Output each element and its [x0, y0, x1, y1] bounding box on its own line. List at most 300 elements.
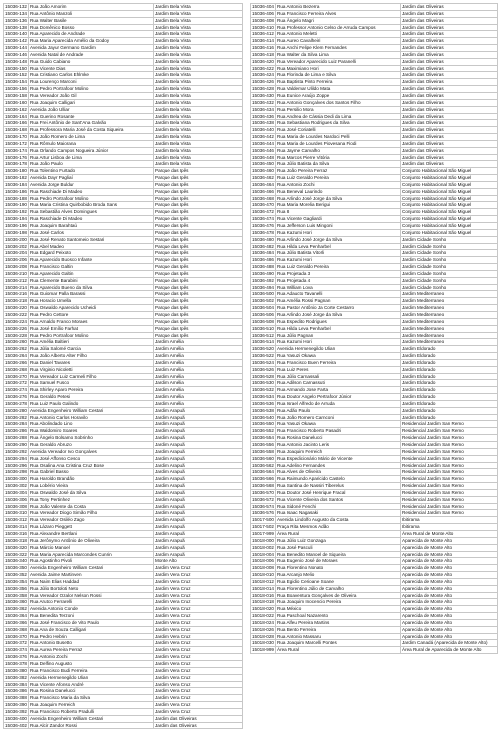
postal-code-cell: 15036-268: [5, 366, 27, 372]
postal-code-cell: 15036-224: [5, 318, 27, 324]
table-row: [251, 578, 498, 585]
postal-code-cell: 15036-158: [5, 92, 27, 98]
postal-code-cell: 15036-462: [252, 175, 274, 181]
table-row: [251, 257, 498, 264]
district-cell: Jardim Mediterraneo: [401, 291, 498, 298]
postal-code-cell: 15036-162: [5, 106, 27, 112]
table-row: [4, 65, 243, 72]
street-name-cell: Rua Júlio Batista Vitorli: [276, 250, 401, 257]
table-row: [4, 168, 243, 175]
postal-code-cell: 15036-560: [252, 455, 274, 461]
district-cell: Conjunto Habitacional São Miguel: [401, 188, 498, 195]
table-row: [251, 483, 498, 490]
postal-code-cell: 15036-448: [252, 154, 274, 160]
district-cell: Jardim Mediterraneo: [401, 298, 498, 305]
table-row: [4, 414, 243, 421]
postal-code-cell: 15036-174: [5, 147, 27, 153]
table-row: [4, 161, 243, 168]
street-name-cell: Rua Professora Maria José da Costa Siqueira: [29, 127, 154, 134]
postal-code-cell: 15036-562: [252, 462, 274, 468]
district-cell: Área Rural de Aparecida de Monte Alto: [401, 647, 498, 654]
district-cell: Jardim Vera Cruz: [154, 674, 243, 681]
district-cell: Jardim Arapuã: [154, 448, 243, 455]
street-name-cell: Rua Sidoné Fenchi: [276, 503, 401, 510]
postal-code-cell: 15036-474: [252, 216, 274, 222]
table-row: [4, 17, 243, 24]
postal-code-cell: 15036-264: [5, 353, 27, 359]
table-row: [251, 154, 498, 161]
table-row: [4, 496, 243, 503]
district-cell: Jardim das Oliveiras: [401, 140, 498, 147]
street-name-cell: Rua José Carlos: [29, 229, 154, 236]
district-cell: Aparecida de Monte Alto: [401, 572, 498, 579]
postal-code-cell: 15036-464: [252, 181, 274, 187]
street-name-cell: Rua Adilson Carnassuti: [276, 380, 401, 387]
street-name-cell: Rua Francisco Galtin: [29, 264, 154, 271]
district-cell: Jardim Bela Vista: [154, 24, 243, 31]
postal-code-cell: 15036-570: [252, 489, 274, 495]
street-name-cell: Rua Yasuzi Okawa: [276, 421, 401, 428]
postal-code-cell: 15036-176: [5, 154, 27, 160]
table-row: [251, 647, 498, 654]
table-row: [4, 359, 243, 366]
street-name-cell: Avenida Antonio Conde: [29, 606, 154, 613]
table-row: [4, 175, 243, 182]
postal-code-cell: 15018-026: [252, 626, 274, 632]
table-row: [4, 421, 243, 428]
street-name-cell: Rua Joaquim Inocencio Pereira: [276, 599, 401, 606]
district-cell: Jardim Bela Vista: [154, 45, 243, 52]
postal-code-cell: 15036-576: [252, 510, 274, 516]
table-row: [251, 421, 498, 428]
table-row: [4, 667, 243, 674]
street-name-cell: Avenida Engenheiro William Cestari: [29, 565, 154, 572]
postal-code-cell: 15018-002: [252, 544, 274, 550]
district-cell: Aparecida de Monte Alto: [401, 619, 498, 626]
district-cell: Jardim Amélia: [154, 394, 243, 401]
postal-code-cell: 15036-198: [5, 229, 27, 235]
street-name-cell: Rua João Alberto Alter Filho: [29, 353, 154, 360]
left-table-body: [4, 4, 243, 729]
street-name-cell: Rua Professor Antonio Celso de Arruda Campos: [276, 24, 401, 31]
district-cell: Jardim Eldorado: [401, 407, 498, 414]
street-name-cell: Rua Júlio Luiz Gonzaga: [276, 537, 401, 544]
table-row: [4, 223, 243, 230]
table-row: [4, 442, 243, 449]
table-row: [251, 236, 498, 243]
postal-code-cell: 15036-146: [5, 51, 27, 57]
table-row: [4, 407, 243, 414]
table-row: [251, 250, 498, 257]
street-name-cell: Rua Osalina Ana Cristina Cruz Bose: [29, 462, 154, 469]
postal-code-cell: 15036-134: [5, 10, 27, 16]
district-cell: Jardim Cidade Sonho: [401, 257, 498, 264]
table-row: [251, 469, 498, 476]
postal-code-cell: 15036-196: [5, 223, 27, 228]
street-name-cell: Rua Valdemar Ulildo Mata: [276, 86, 401, 93]
street-name-cell: Rua México: [276, 606, 401, 613]
district-cell: Jardim Vera Cruz: [154, 695, 243, 702]
postal-code-cell: 15036-522: [252, 353, 274, 359]
postal-code-cell: 15036-320: [5, 544, 27, 550]
postal-code-cell: 15036-310: [5, 510, 27, 516]
postal-code-cell: 15036-170: [5, 134, 27, 140]
street-name-cell: Rua Projetada 4: [276, 277, 401, 284]
table-row: [251, 79, 498, 86]
right-table-body: [251, 4, 498, 654]
street-name-cell: Rua Maria de Lourdes Piovesana Fiodi: [276, 140, 401, 147]
postal-code-cell: 15036-154: [5, 79, 27, 85]
table-row: [4, 565, 243, 572]
table-row: [4, 599, 243, 606]
district-cell: Aparecida de Monte Alto: [401, 544, 498, 551]
table-row: [251, 209, 498, 216]
street-name-cell: Rua Joaquim Marcelli Pontes: [276, 640, 401, 647]
postal-code-cell: 15036-132: [5, 4, 27, 9]
street-name-cell: Rua Joaquim Calligari: [29, 99, 154, 106]
postal-code-cell: 15036-508: [252, 318, 274, 324]
street-name-cell: Rua Domênico Bosso: [29, 24, 154, 31]
street-name-cell: Rua José Coriatelli: [276, 127, 401, 134]
district-cell: Jardim Arapuã: [154, 435, 243, 442]
street-name-cell: Avenida Lindolfo Augusto da Costa: [276, 517, 401, 524]
postal-code-cell: 15036-384: [5, 681, 27, 687]
postal-code-cell: 15036-424: [252, 72, 274, 78]
district-cell: Jardim Bela Vista: [154, 10, 243, 17]
table-row: [251, 270, 498, 277]
district-cell: Jardim Arapuã: [154, 462, 243, 469]
district-cell: Aparecida de Monte Alto: [401, 606, 498, 613]
street-name-cell: Rua Eugenio José de Moraes: [276, 558, 401, 565]
street-name-cell: Rua Benedita Terzoni: [29, 613, 154, 620]
district-cell: Jardim das Oliveiras: [401, 120, 498, 127]
district-cell: Jardim Cidade Sonho: [401, 284, 498, 291]
table-row: [4, 209, 243, 216]
postal-code-cell: 15036-366: [5, 619, 27, 625]
table-row: [251, 147, 498, 154]
postal-code-cell: 15036-142: [5, 38, 27, 44]
postal-code-cell: 15018-018: [252, 599, 274, 605]
table-row: [251, 428, 498, 435]
postal-code-cell: 15036-306: [5, 496, 27, 502]
district-cell: Jardim das Oliveiras: [401, 134, 498, 141]
street-name-cell: Avenida Jorge Buldur: [29, 181, 154, 188]
postal-code-cell: 15036-446: [252, 147, 274, 153]
postal-code-cell: 15036-180: [5, 168, 27, 174]
postal-code-cell: 15036-228: [5, 332, 27, 338]
street-name-cell: Rua Maximiano Hori: [276, 65, 401, 72]
postal-code-cell: 15036-512: [252, 332, 274, 338]
street-name-cell: Rua Maria Aparecida Amélio da Godoy: [29, 38, 154, 45]
postal-code-cell: 15036-392: [5, 708, 27, 714]
postal-code-cell: 15036-538: [252, 407, 274, 413]
table-row: [4, 188, 243, 195]
table-row: [4, 134, 243, 141]
district-cell: Jardim Bela Vista: [154, 154, 243, 161]
street-name-cell: Rua Pastor Antônio Ja Corte Cestarro: [276, 305, 401, 312]
district-cell: Jardim Bela Vista: [154, 99, 243, 106]
district-cell: Jardim Arapuã: [154, 503, 243, 510]
postal-code-cell: 15036-282: [5, 414, 27, 420]
postal-code-cell: 15036-178: [5, 161, 27, 167]
table-row: [4, 544, 243, 551]
street-name-cell: Rua Aparecido Galtin: [29, 270, 154, 277]
street-name-cell: Rua Horacio Umella: [29, 298, 154, 305]
table-row: [4, 4, 243, 11]
district-cell: Parque das Ipês: [154, 250, 243, 257]
table-row: [251, 120, 498, 127]
postal-code-cell: 15036-376: [5, 654, 27, 660]
street-name-cell: Rua Geraldo Petesi: [29, 394, 154, 401]
district-cell: Aparecida de Monte Alto: [401, 565, 498, 572]
postal-code-cell: 15036-494: [252, 284, 274, 290]
table-row: [4, 489, 243, 496]
street-name-cell: Rua Florentino Nonato: [276, 565, 401, 572]
postal-code-cell: 15036-294: [5, 455, 27, 461]
district-cell: Jardim Bela Vista: [154, 79, 243, 86]
district-cell: Jardim Arapuã: [154, 517, 243, 524]
street-name-cell: Rua Abolindado Lino: [29, 421, 154, 428]
street-name-cell: Rua Cristiano Carlos Ehlmke: [29, 72, 154, 79]
table-row: [4, 558, 243, 565]
table-row: [4, 140, 243, 147]
table-row: [251, 332, 498, 339]
table-row: [4, 483, 243, 490]
table-row: [251, 86, 498, 93]
table-row: [4, 715, 243, 722]
street-name-cell: Rua Aparecido Bueno da Silva: [29, 284, 154, 291]
street-name-cell: Rua Santina de Nassiri Tiberelus: [276, 483, 401, 490]
table-row: [4, 250, 243, 257]
street-name-cell: Rua Benedito Manoel de Siqueira: [276, 551, 401, 558]
postal-code-cell: 15036-530: [252, 380, 274, 386]
street-name-cell: Rua João Valente da Costa: [29, 503, 154, 510]
postal-code-cell: 15036-386: [5, 688, 27, 694]
district-cell: Jardim das Oliveiras: [401, 58, 498, 65]
district-cell: Jardim Canadá (Aparecida de Monte Alto): [401, 640, 498, 647]
district-cell: Ibitirama: [401, 524, 498, 531]
postal-code-cell: 15036-270: [5, 373, 27, 379]
district-cell: Jardim das Oliveiras: [401, 72, 498, 79]
street-name-cell: Rua Persilio Mora: [276, 106, 401, 113]
postal-code-cell: 15036-274: [5, 387, 27, 393]
street-name-cell: Rua Isaac Nagasaki: [276, 510, 401, 517]
street-name-cell: Rua Florinda de Lima e Silva: [276, 72, 401, 79]
table-row: [251, 633, 498, 640]
street-name-cell: Rua Júlia Salomé Garcia: [29, 346, 154, 353]
table-row: [4, 428, 243, 435]
table-row: [251, 175, 498, 182]
street-name-cell: Rua Antonio Jacinto Leris: [276, 442, 401, 449]
street-name-cell: Rua Luiz Geraldo Pereira: [276, 264, 401, 271]
table-row: [251, 551, 498, 558]
district-cell: Parque das Ipês: [154, 229, 243, 236]
street-name-cell: Rua Maria de Lourdes Nardoci Pelli: [276, 134, 401, 141]
table-row: [251, 51, 498, 58]
table-row: [4, 619, 243, 626]
postal-code-cell: 15036-500: [252, 291, 274, 297]
postal-code-cell: 15036-218: [5, 298, 27, 304]
district-cell: Jardim Vera Cruz: [154, 572, 243, 579]
postal-code-cell: 15036-414: [252, 38, 274, 44]
district-cell: Jardim das Oliveiras: [401, 4, 498, 11]
table-row: [251, 4, 498, 11]
district-cell: Parque das Ipês: [154, 216, 243, 223]
table-row: [251, 58, 498, 65]
table-row: [4, 606, 243, 613]
table-row: [4, 640, 243, 647]
postal-code-cell: 15036-284: [5, 421, 27, 427]
table-row: [4, 695, 243, 702]
district-cell: Jardim Vera Cruz: [154, 681, 243, 688]
postal-code-cell: 15036-308: [5, 503, 27, 509]
street-name-cell: Rua Walter da Silva Lima: [276, 51, 401, 58]
table-row: [4, 708, 243, 715]
table-row: [4, 127, 243, 134]
postal-code-cell: 15036-172: [5, 140, 27, 146]
street-name-cell: Rua Bento Ferreira: [276, 626, 401, 633]
postal-code-cell: 15036-434: [252, 106, 274, 112]
district-cell: Parque das Ipês: [154, 181, 243, 188]
street-name-cell: Rua Jayme Carvalho: [276, 147, 401, 154]
postal-code-cell: 15036-192: [5, 209, 27, 215]
district-cell: Residencial Jardim San Remo: [401, 496, 498, 503]
postal-code-cell: 15036-440: [252, 127, 274, 133]
district-cell: Jardim Arapuã: [154, 483, 243, 490]
district-cell: Jardim Bela Vista: [154, 86, 243, 93]
district-cell: Jardim Vera Cruz: [154, 647, 243, 654]
street-name-cell: Rua Ângelo Magri: [276, 17, 401, 24]
table-row: [4, 476, 243, 483]
district-cell: Jardim Mediterraneo: [401, 305, 498, 312]
street-name-cell: Rua Aparecido Buosco Infante: [29, 257, 154, 264]
street-name-cell: Rua Tolentino Furtado: [29, 168, 154, 175]
district-cell: Jardim Amélia: [154, 400, 243, 407]
table-row: [251, 325, 498, 332]
district-cell: Jardim Vera Cruz: [154, 565, 243, 572]
table-row: [251, 99, 498, 106]
postal-code-cell: 15018-016: [252, 592, 274, 598]
district-cell: Parque das Ipês: [154, 168, 243, 175]
postal-code-cell: 15036-564: [252, 469, 274, 475]
postal-code-cell: 15036-566: [252, 476, 274, 482]
district-cell: Jardim Bela Vista: [154, 17, 243, 24]
postal-code-cell: 15036-534: [252, 394, 274, 400]
district-cell: Residencial Jardim San Remo: [401, 442, 498, 449]
postal-code-cell: 15036-370: [5, 633, 27, 639]
postal-code-cell: 15036-354: [5, 578, 27, 584]
district-cell: Jardim Cidade Sonho: [401, 236, 498, 243]
district-cell: Jardim das Oliveiras: [401, 51, 498, 58]
street-name-cell: Rua Naim Elias Haddad: [29, 578, 154, 585]
district-cell: Jardim Amélia: [154, 359, 243, 366]
street-name-cell: Avenida Engenheiro William Cestari: [29, 715, 154, 722]
district-cell: Residencial Jardim San Remo: [401, 503, 498, 510]
table-row: [4, 284, 243, 291]
postal-code-cell: 15036-380: [5, 667, 27, 673]
table-row: [251, 503, 498, 510]
postal-code-cell: 15036-358: [5, 592, 27, 598]
table-row: [4, 661, 243, 668]
street-name-cell: Avenida Dayr Pagliaí: [29, 175, 154, 182]
table-row: [4, 373, 243, 380]
street-name-cell: Avenida Jaime Martinven: [29, 572, 154, 579]
postal-code-cell: 15017-502: [252, 524, 274, 530]
postal-code-cell: 15036-266: [5, 359, 27, 365]
postal-code-cell: 15036-400: [5, 715, 27, 721]
table-row: [251, 524, 498, 531]
postal-code-cell: 15036-312: [5, 517, 27, 523]
street-name-cell: Rua Arcanjo Melio: [276, 572, 401, 579]
postal-code-cell: 15036-426: [252, 79, 274, 85]
table-row: [251, 455, 498, 462]
postal-code-cell: 15036-286: [5, 428, 27, 434]
postal-code-cell: 15036-502: [252, 298, 274, 304]
table-row: [251, 414, 498, 421]
postal-code-cell: 15036-378: [5, 661, 27, 666]
district-cell: Parque das Ipês: [154, 209, 243, 216]
table-row: [4, 572, 243, 579]
street-name-cell: Área Rural: [276, 647, 401, 654]
table-row: [251, 353, 498, 360]
street-name-cell: Rua Raschiade Di Madeo: [29, 216, 154, 223]
district-cell: Jardim Amélia: [154, 380, 243, 387]
street-name-cell: Rua Maria Cristina Quirbobido Broda Sans: [29, 202, 154, 209]
district-cell: Parque das Ipês: [154, 223, 243, 230]
street-name-cell: Rua Rosina Danelucci: [29, 688, 154, 695]
district-cell: Residencial Jardim San Remo: [401, 421, 498, 428]
district-cell: Jardim Arapuã: [154, 469, 243, 476]
table-row: [4, 674, 243, 681]
district-cell: Aparecida de Monte Alto: [401, 537, 498, 544]
street-name-cell: Rua José Renato Santomeio Sestari: [29, 236, 154, 243]
street-name-cell: Rua Francisco Maria da Silva: [29, 695, 154, 702]
postal-code-cell: 15036-322: [5, 551, 27, 557]
table-row: [251, 318, 498, 325]
district-cell: Jardim Vera Cruz: [154, 640, 243, 647]
table-row: [4, 626, 243, 633]
street-name-cell: Rua Marcos Pierre Vitória: [276, 154, 401, 161]
table-row: [251, 339, 498, 346]
district-cell: Jardim das Oliveiras: [401, 65, 498, 72]
street-name-cell: Rua Artur Lisboa de Lima: [29, 154, 154, 161]
district-cell: Jardim Vera Cruz: [154, 592, 243, 599]
street-name-cell: Avenida Natal de Andrade: [29, 51, 154, 58]
postal-code-cell: 15036-204: [5, 250, 27, 256]
district-cell: Jardim Amélia: [154, 387, 243, 394]
district-cell: Jardim Vera Cruz: [154, 667, 243, 674]
table-row: [4, 435, 243, 442]
table-row: [4, 332, 243, 339]
street-name-cell: Rua Yasuzi Okawa: [276, 353, 401, 360]
table-row: [4, 551, 243, 558]
right-column: [250, 3, 498, 654]
street-name-cell: Rua Pedro Portrafoor Molino: [29, 332, 154, 339]
district-cell: Jardim Vera Cruz: [154, 606, 243, 613]
street-name-cell: Rua João Pereira Ferraz: [276, 168, 401, 175]
postal-code-cell: 15036-156: [5, 86, 27, 92]
table-row: [4, 702, 243, 709]
district-cell: Jardim Vera Cruz: [154, 661, 243, 668]
table-row: [251, 113, 498, 120]
street-name-cell: Rua Antônio Manzoli: [29, 10, 154, 17]
street-name-cell: Rua Vicente Gagliardi: [276, 216, 401, 223]
postal-code-cell: 15036-524: [252, 359, 274, 365]
district-cell: Jardim das Oliveiras: [401, 113, 498, 120]
table-row: [251, 31, 498, 38]
district-cell: Residencial Jardim San Remo: [401, 435, 498, 442]
table-row: [251, 606, 498, 613]
